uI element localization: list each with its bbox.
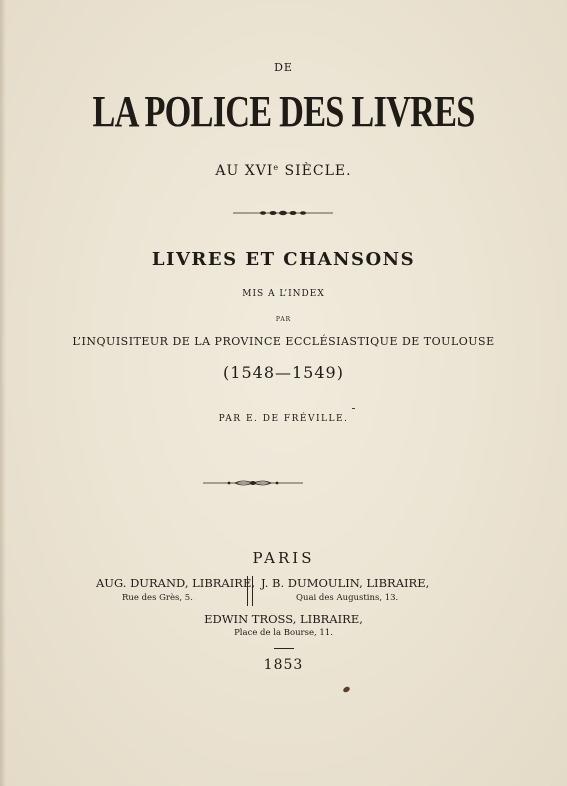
ornament-divider-icon (203, 479, 303, 487)
publisher-divider (247, 576, 253, 606)
title-preposition: DE (274, 61, 293, 74)
ink-speck (352, 408, 355, 409)
short-rule (274, 648, 294, 649)
main-title: LA POLICE DES LIVRES (92, 87, 475, 136)
century-suffix: SIÈCLE. (279, 163, 352, 179)
publisher-right-address: Quai des Augustins, 13. (296, 593, 399, 603)
imprint-year: 1853 (263, 657, 304, 673)
imprint-city: PARIS (252, 549, 315, 567)
connector-par: PAR (275, 316, 292, 323)
inquisitor-line: L’INQUISITEUR DE LA PROVINCE ECCLÉSIASTIQUE DE TOULOUSE (72, 335, 495, 348)
author-line: PAR E. DE FRÉVILLE. (218, 414, 349, 424)
publisher-right-name: J. B. DUMOULIN, LIBRAIRE, (261, 576, 430, 590)
ink-blot (342, 686, 351, 694)
century-superscript: e (273, 163, 280, 172)
publisher-center-address: Place de la Bourse, 11. (234, 628, 333, 638)
publisher-center-name: EDWIN TROSS, LIBRAIRE, (204, 612, 363, 626)
date-range: (1548—1549) (223, 363, 344, 382)
ornament-rule-icon (233, 209, 333, 217)
publisher-left-address: Rue des Grès, 5. (122, 593, 193, 603)
section-title: LIVRES ET CHANSONS (151, 249, 416, 270)
century-prefix: AU XVI (215, 163, 274, 179)
century-subtitle (0, 163, 567, 179)
subtitle-mis-index: MIS A L’INDEX (242, 289, 325, 299)
publisher-left-name: AUG. DURAND, LIBRAIRE, (96, 576, 255, 590)
